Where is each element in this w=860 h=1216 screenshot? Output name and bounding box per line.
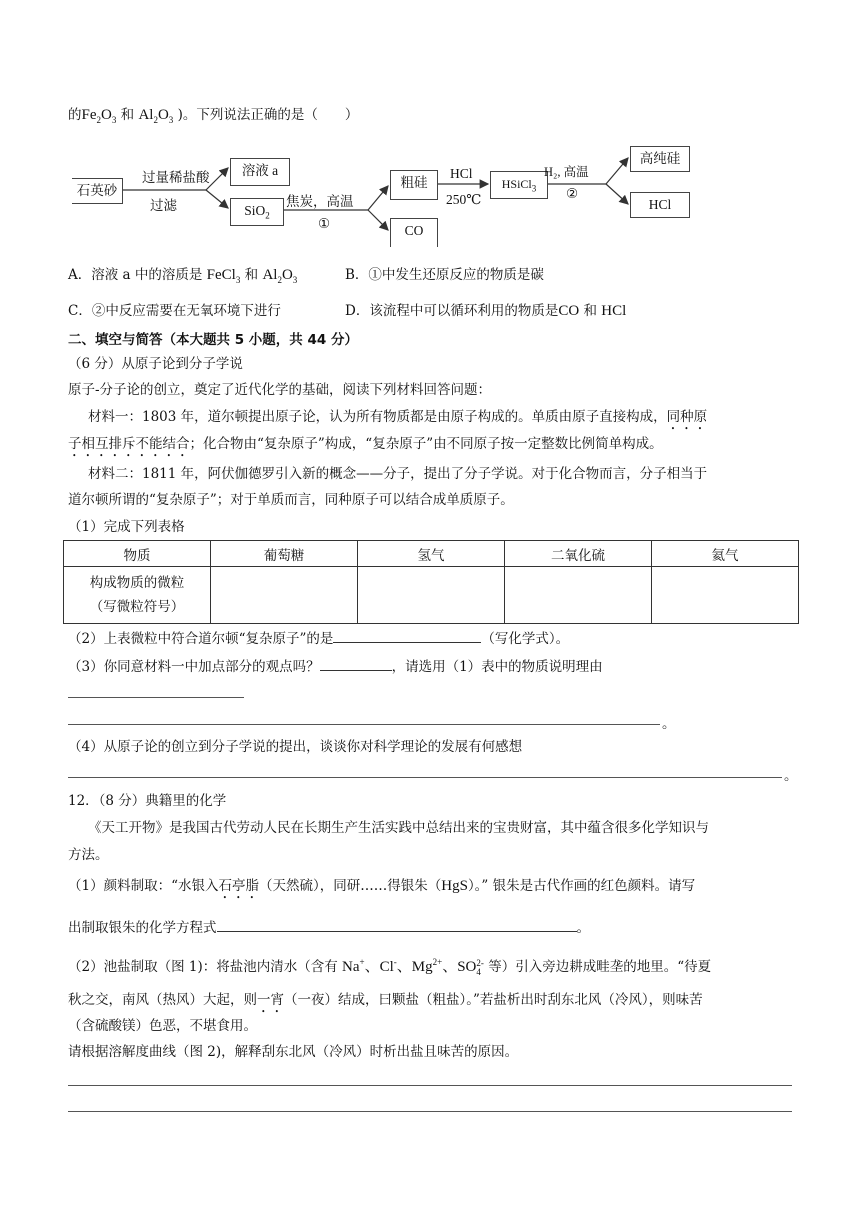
node-crude-silicon: 粗硅 <box>390 170 438 200</box>
answer-line[interactable] <box>68 724 660 725</box>
intro-text: 的 <box>68 107 82 123</box>
q12-part2: （2）池盐制取（图 1)：将盐池内清水（含有 Na+、Cl-、$Mg^{2+}$、SO 2- 4 等）引入旁边耕成畦垄的地里。“待夏 <box>68 957 712 977</box>
answer-blank[interactable] <box>217 917 577 932</box>
intro-and: 和 <box>116 107 139 123</box>
formula-fe2o3: $Fe_2O_3$ <box>81 107 117 125</box>
formula-al2o3: $Al_2O_3$ <box>138 107 174 125</box>
answer-line[interactable] <box>68 777 782 778</box>
emphasized-text: 石亭脂 <box>218 878 259 894</box>
intro-tail: )。下列说法正确的是（ ） <box>173 107 359 123</box>
node-co: CO <box>390 218 438 247</box>
emphasized-text: 同种原 <box>666 409 708 425</box>
section-heading: 二、填空与简答（本大题共 5 小题，共 44 分） <box>68 332 358 348</box>
label-step3-top: HCl <box>450 166 473 181</box>
table-header: 氦气 <box>652 541 799 567</box>
option-d: D．该流程中可以循环利用的物质是CO 和 HCl <box>345 303 627 319</box>
q12-intro-2: 方法。 <box>68 847 109 863</box>
material-1-line-2: 子相互排斥不能结合；化合物由“复杂原子”构成，“复杂原子”由不同原子按一定整数比例简单构成。 <box>68 436 663 452</box>
option-c: C．②中反应需要在无氧环境下进行 <box>68 303 281 319</box>
intro-line <box>68 105 358 130</box>
answer-line[interactable] <box>68 1085 792 1086</box>
material-2-line-2: 道尔顿所谓的“复杂原子”；对于单质而言，同种原子可以结合成单质原子。 <box>68 492 514 508</box>
q11-part2: （2）上表微粒中符合道尔顿“复杂原子”的是 （写化学式）。 <box>68 628 569 649</box>
node-solution-a: 溶液 a <box>230 158 290 186</box>
ion-cl: 、Cl- <box>364 957 397 975</box>
label-step3-bottom: 250℃ <box>446 192 482 207</box>
option-a: A．溶液 a 中的溶质是 FeCl$_3$ 和 $Al_2O_3$ <box>68 267 298 285</box>
process-flowchart <box>78 144 698 246</box>
answer-cell-hydrogen[interactable] <box>358 567 505 624</box>
q12-part2-line3: （含硫酸镁）色恶，不堪食用。 <box>68 1018 257 1034</box>
q12-intro-1: 《天工开物》是我国古代劳动人民在长期生产生活实践中总结出来的宝贵财富，其中蕴含很多化学知识与 <box>88 820 709 836</box>
table-header: 氢气 <box>358 541 505 567</box>
ion-mg: 、$Mg^{2+}$ <box>396 957 443 975</box>
node-quartz-sand: 石英砂 <box>72 178 123 204</box>
material-1-line-1: 材料一：1803 年，道尔顿提出原子论，认为所有物质都是由原子构成的。单质由原子直接构成，同种原 <box>88 409 708 425</box>
q12-part1-line2: 出制取银朱的化学方程式 。 <box>68 917 590 938</box>
label-step4-bottom: ② <box>566 186 579 201</box>
answer-cell-sulfur-dioxide[interactable] <box>505 567 652 624</box>
q11-part1: （1）完成下列表格 <box>68 519 185 535</box>
answer-line[interactable] <box>68 697 244 698</box>
q11-part4: （4）从原子论的创立到分子学说的提出，谈谈你对科学理论的发展有何感想 <box>68 739 523 755</box>
table-row-label: 构成物质的微粒 （写微粒符号） <box>64 567 211 624</box>
node-hsicl3: HSiCl$_3$ <box>490 171 548 199</box>
q12-title: 12．（8 分）典籍里的化学 <box>68 793 227 809</box>
ion-so4: 、SO 2- 4 <box>442 957 484 977</box>
label-step1-top: 过量稀盐酸 <box>142 170 210 185</box>
q11-lead: 原子-分子论的创立，奠定了近代化学的基础，阅读下列材料回答问题： <box>68 382 492 398</box>
table-header: 葡萄糖 <box>211 541 358 567</box>
table-header: 物质 <box>64 541 211 567</box>
node-pure-silicon: 高纯硅 <box>630 146 690 172</box>
q11-part3: （3）你同意材料一中加点部分的观点吗？ ，请选用（1）表中的物质说明理由 <box>68 656 603 677</box>
sentence-end: 。 <box>662 716 676 732</box>
emphasized-text: 一宵 <box>257 992 284 1008</box>
emphasized-text: 子相互排斥不能结合 <box>68 436 190 452</box>
answer-line[interactable] <box>68 1111 792 1112</box>
table-header: 二氧化硫 <box>505 541 652 567</box>
node-hcl: HCl <box>630 192 690 218</box>
material-2-line-1: 材料二：1811 年，阿伏伽德罗引入新的概念——分子，提出了分子学说。对于化合物而言，分子相当于 <box>88 466 708 482</box>
answer-blank[interactable] <box>333 628 481 643</box>
label-step2-top: 焦炭，高温 <box>286 194 354 209</box>
node-sio2: SiO$_2$ <box>230 198 284 226</box>
particle-table <box>63 540 799 624</box>
q12-part2-line2: 秋之交，南风（热风）大起，则一宵（一夜）结成，曰颗盐（粗盐）。”若盐析出时刮东北风（冷风），则味苦 <box>68 992 703 1008</box>
ion-na: Na+ <box>342 957 365 975</box>
q12-part1: （1）颜料制取：“水银入石亭脂（天然硫），同研……得银朱（HgS）。” 银朱是古代作画的红色颜料。请写 <box>68 878 696 894</box>
q11-title: （6 分）从原子论到分子学说 <box>68 356 243 372</box>
label-step4-top: H₂, 高温 <box>544 165 589 179</box>
answer-cell-helium[interactable] <box>652 567 799 624</box>
option-b: B．①中发生还原反应的物质是碳 <box>345 267 544 283</box>
label-step1-bottom: 过滤 <box>150 198 177 213</box>
answer-cell-glucose[interactable] <box>211 567 358 624</box>
answer-blank[interactable] <box>320 656 392 671</box>
sentence-end: 。 <box>784 768 798 784</box>
label-step2-bottom: ① <box>318 216 331 231</box>
q12-part2-line4: 请根据溶解度曲线（图 2)，解释刮东北风（冷风）时析出盐且味苦的原因。 <box>68 1044 519 1060</box>
